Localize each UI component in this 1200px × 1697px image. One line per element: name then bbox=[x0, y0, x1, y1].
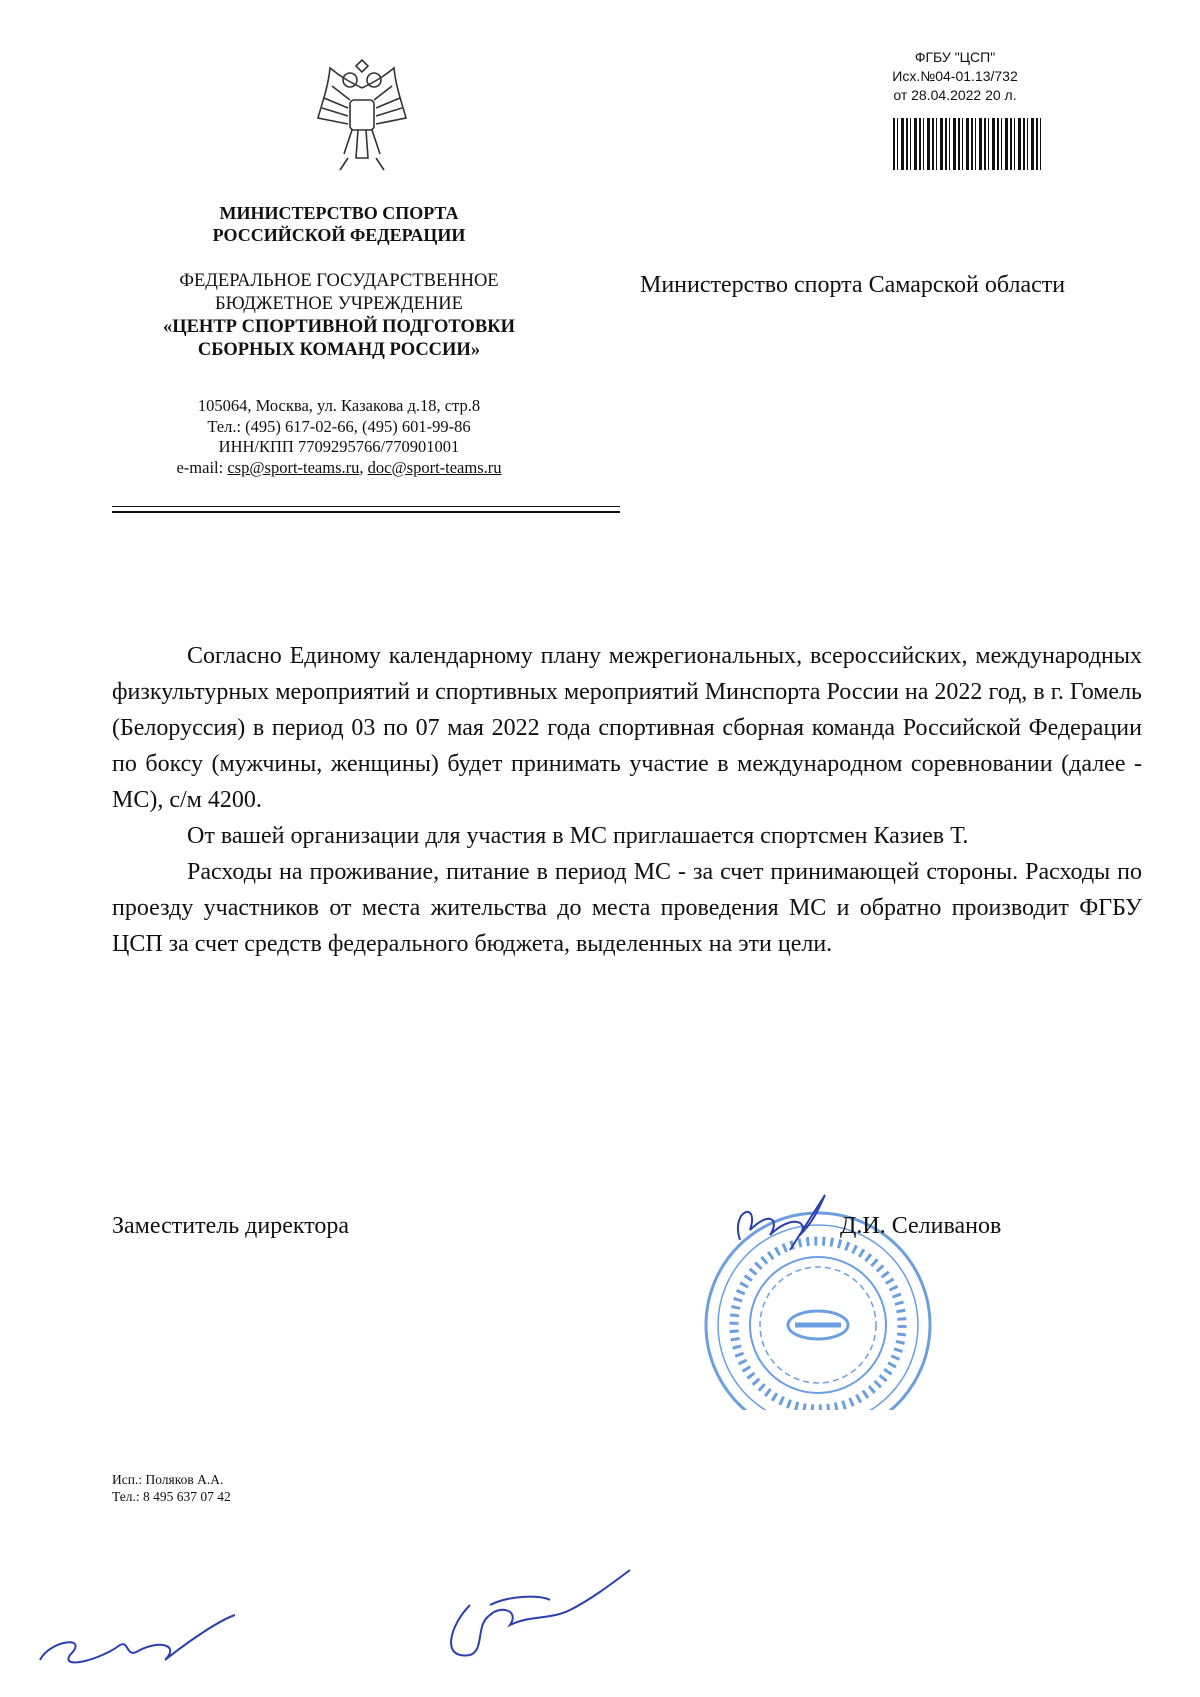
ministry-line-1: МИНИСТЕРСТВО СПОРТА bbox=[219, 203, 459, 223]
outgoing-number: Исх.№04-01.13/732 bbox=[892, 68, 1018, 84]
addressee: Министерство спорта Самарской области bbox=[640, 272, 1066, 298]
email-label: e-mail: bbox=[176, 457, 228, 477]
org-inn: ИНН/КПП 7709295766/770901001 bbox=[218, 437, 460, 456]
header-divider bbox=[112, 506, 620, 507]
org-line-1: ФЕДЕРАЛЬНОЕ ГОСУДАРСТВЕННОЕ bbox=[179, 271, 499, 291]
org-address: 105064, Москва, ул. Казакова д.18, стр.8 bbox=[197, 396, 481, 415]
official-seal bbox=[700, 1110, 940, 1410]
registration-stamp bbox=[860, 48, 1050, 105]
letter-body bbox=[112, 638, 1142, 962]
executor-info bbox=[112, 1471, 231, 1505]
org-emails bbox=[100, 458, 578, 479]
signatory-position: Заместитель директора bbox=[112, 1213, 350, 1239]
header-divider-thick bbox=[112, 511, 620, 513]
signatory-name: Д.И. Селиванов bbox=[840, 1213, 1002, 1239]
registration-date: от 28.04.2022 20 л. bbox=[893, 87, 1017, 103]
organization-contacts bbox=[100, 396, 578, 478]
org-line-2: БЮДЖЕТНОЕ УЧРЕЖДЕНИЕ bbox=[215, 294, 463, 314]
org-phones: Тел.: (495) 617-02-66, (495) 601-99-86 bbox=[207, 416, 471, 436]
registration-org: ФГБУ "ЦСП" bbox=[914, 49, 996, 65]
barcode bbox=[893, 118, 1041, 170]
email-separator: , bbox=[359, 457, 368, 477]
director-signature bbox=[738, 1195, 825, 1250]
paragraph-2: От вашей организации для участия в МС приглашается спортсмен Казиев Т. bbox=[187, 823, 969, 849]
organization-name bbox=[100, 270, 578, 362]
org-name-line-2: СБОРНЫХ КОМАНД РОССИИ» bbox=[197, 340, 481, 360]
initials-signature-1 bbox=[30, 1600, 250, 1680]
email-link-csp[interactable]: csp@sport-teams.ru bbox=[227, 457, 360, 477]
paragraph-3: Расходы на проживание, питание в период МС - за счет принимающей стороны. Расходы по проезду участников от места жительства до места проведения МС и обратно производит ФГБУ ЦСП за счет средств федерального бюджета, выделенных на эти цели. bbox=[112, 859, 1142, 957]
executor-phone: Тел.: 8 495 637 07 42 bbox=[112, 1489, 231, 1504]
org-name-line-1: «ЦЕНТР СПОРТИВНОЙ ПОДГОТОВКИ bbox=[162, 317, 516, 337]
ministry-line-2: РОССИЙСКОЙ ФЕДЕРАЦИИ bbox=[212, 225, 466, 245]
ministry-name bbox=[100, 202, 578, 246]
email-link-doc[interactable]: doc@sport-teams.ru bbox=[367, 457, 502, 477]
paragraph-1: Согласно Единому календарному плану межрегиональных, всероссийских, международных физкультурных мероприятий и спортивных мероприятий Минспорта России на 2022 год, в г. Гомель (Белоруссия) в период 03 по 07 мая 2022 года спортивная сборная команда Российской Федерации по боксу (мужчины, женщины) будет принимать участие в международном соревновании (далее - МС), с/м 4200. bbox=[112, 643, 1142, 813]
executor-name: Исп.: Поляков А.А. bbox=[112, 1472, 224, 1487]
initials-signature-2 bbox=[430, 1565, 640, 1675]
coat-of-arms-emblem bbox=[312, 58, 412, 176]
